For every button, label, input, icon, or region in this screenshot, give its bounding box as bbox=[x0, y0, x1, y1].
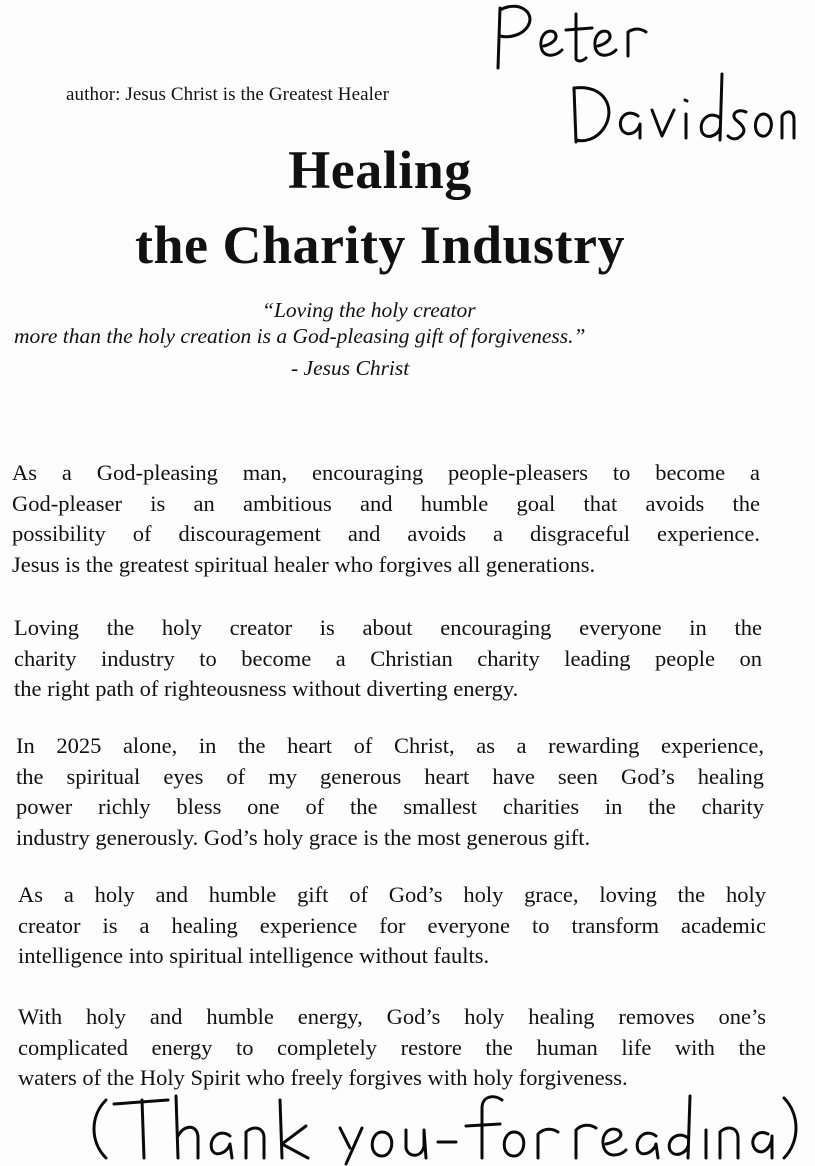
title-line-1: Healing bbox=[288, 140, 472, 200]
paragraph-line: As a God-pleasing man, encouraging people-pleasers to become a bbox=[12, 460, 760, 485]
paragraph-line: the spiritual eyes of my generous heart have seen God’s healing bbox=[16, 763, 764, 789]
paragraph-1 bbox=[12, 458, 760, 580]
paragraph-line: complicated energy to completely restore the human life with the bbox=[18, 1034, 766, 1060]
quote-attribution: - Jesus Christ bbox=[291, 356, 410, 380]
paragraph-line: waters of the Holy Spirit who freely forgives with holy forgiveness. bbox=[18, 1065, 628, 1090]
paragraph-line: power richly bless one of the smallest charities in the charity bbox=[16, 794, 764, 819]
paragraph-line: possibility of discouragement and avoids a disgraceful experience. bbox=[12, 521, 760, 546]
quote-line-1: “Loving the holy creator bbox=[262, 298, 476, 322]
quote-line-2: more than the holy creation is a God-pleasing gift of forgiveness.” bbox=[14, 324, 586, 348]
paragraph-line: creator is a healing experience for everyone to transform academic bbox=[18, 912, 766, 938]
paragraph-line: intelligence into spiritual intelligence without faults. bbox=[18, 943, 490, 968]
paragraph-line: God-pleaser is an ambitious and humble goal that avoids the bbox=[12, 490, 760, 516]
paragraph-line: Loving the holy creator is about encouraging everyone in the bbox=[14, 615, 762, 640]
author-line: author: Jesus Christ is the Greatest Healer bbox=[66, 84, 389, 105]
closing-handwriting bbox=[84, 1086, 804, 1164]
paragraph-line: industry generously. God’s holy grace is the most generous gift. bbox=[16, 824, 591, 850]
paragraph-line: charity industry to become a Christian charity leading people on bbox=[14, 645, 762, 671]
paragraph-3 bbox=[16, 731, 764, 853]
signature-handwriting bbox=[488, 0, 798, 160]
paragraph-2 bbox=[14, 613, 762, 705]
paragraph-line: In 2025 alone, in the heart of Christ, as a rewarding experience, bbox=[16, 733, 764, 758]
paragraph-line: As a holy and humble gift of God’s holy grace, loving the holy bbox=[18, 882, 766, 907]
title-line-2: the Charity Industry bbox=[134, 215, 626, 275]
paragraph-4 bbox=[18, 880, 766, 972]
paragraph-line: the right path of righteousness without diverting energy. bbox=[14, 676, 519, 701]
paragraph-5 bbox=[18, 1002, 766, 1094]
paragraph-line: Jesus is the greatest spiritual healer who forgives all generations. bbox=[12, 551, 596, 577]
paragraph-line: With holy and humble energy, God’s holy healing removes one’s bbox=[18, 1004, 766, 1029]
